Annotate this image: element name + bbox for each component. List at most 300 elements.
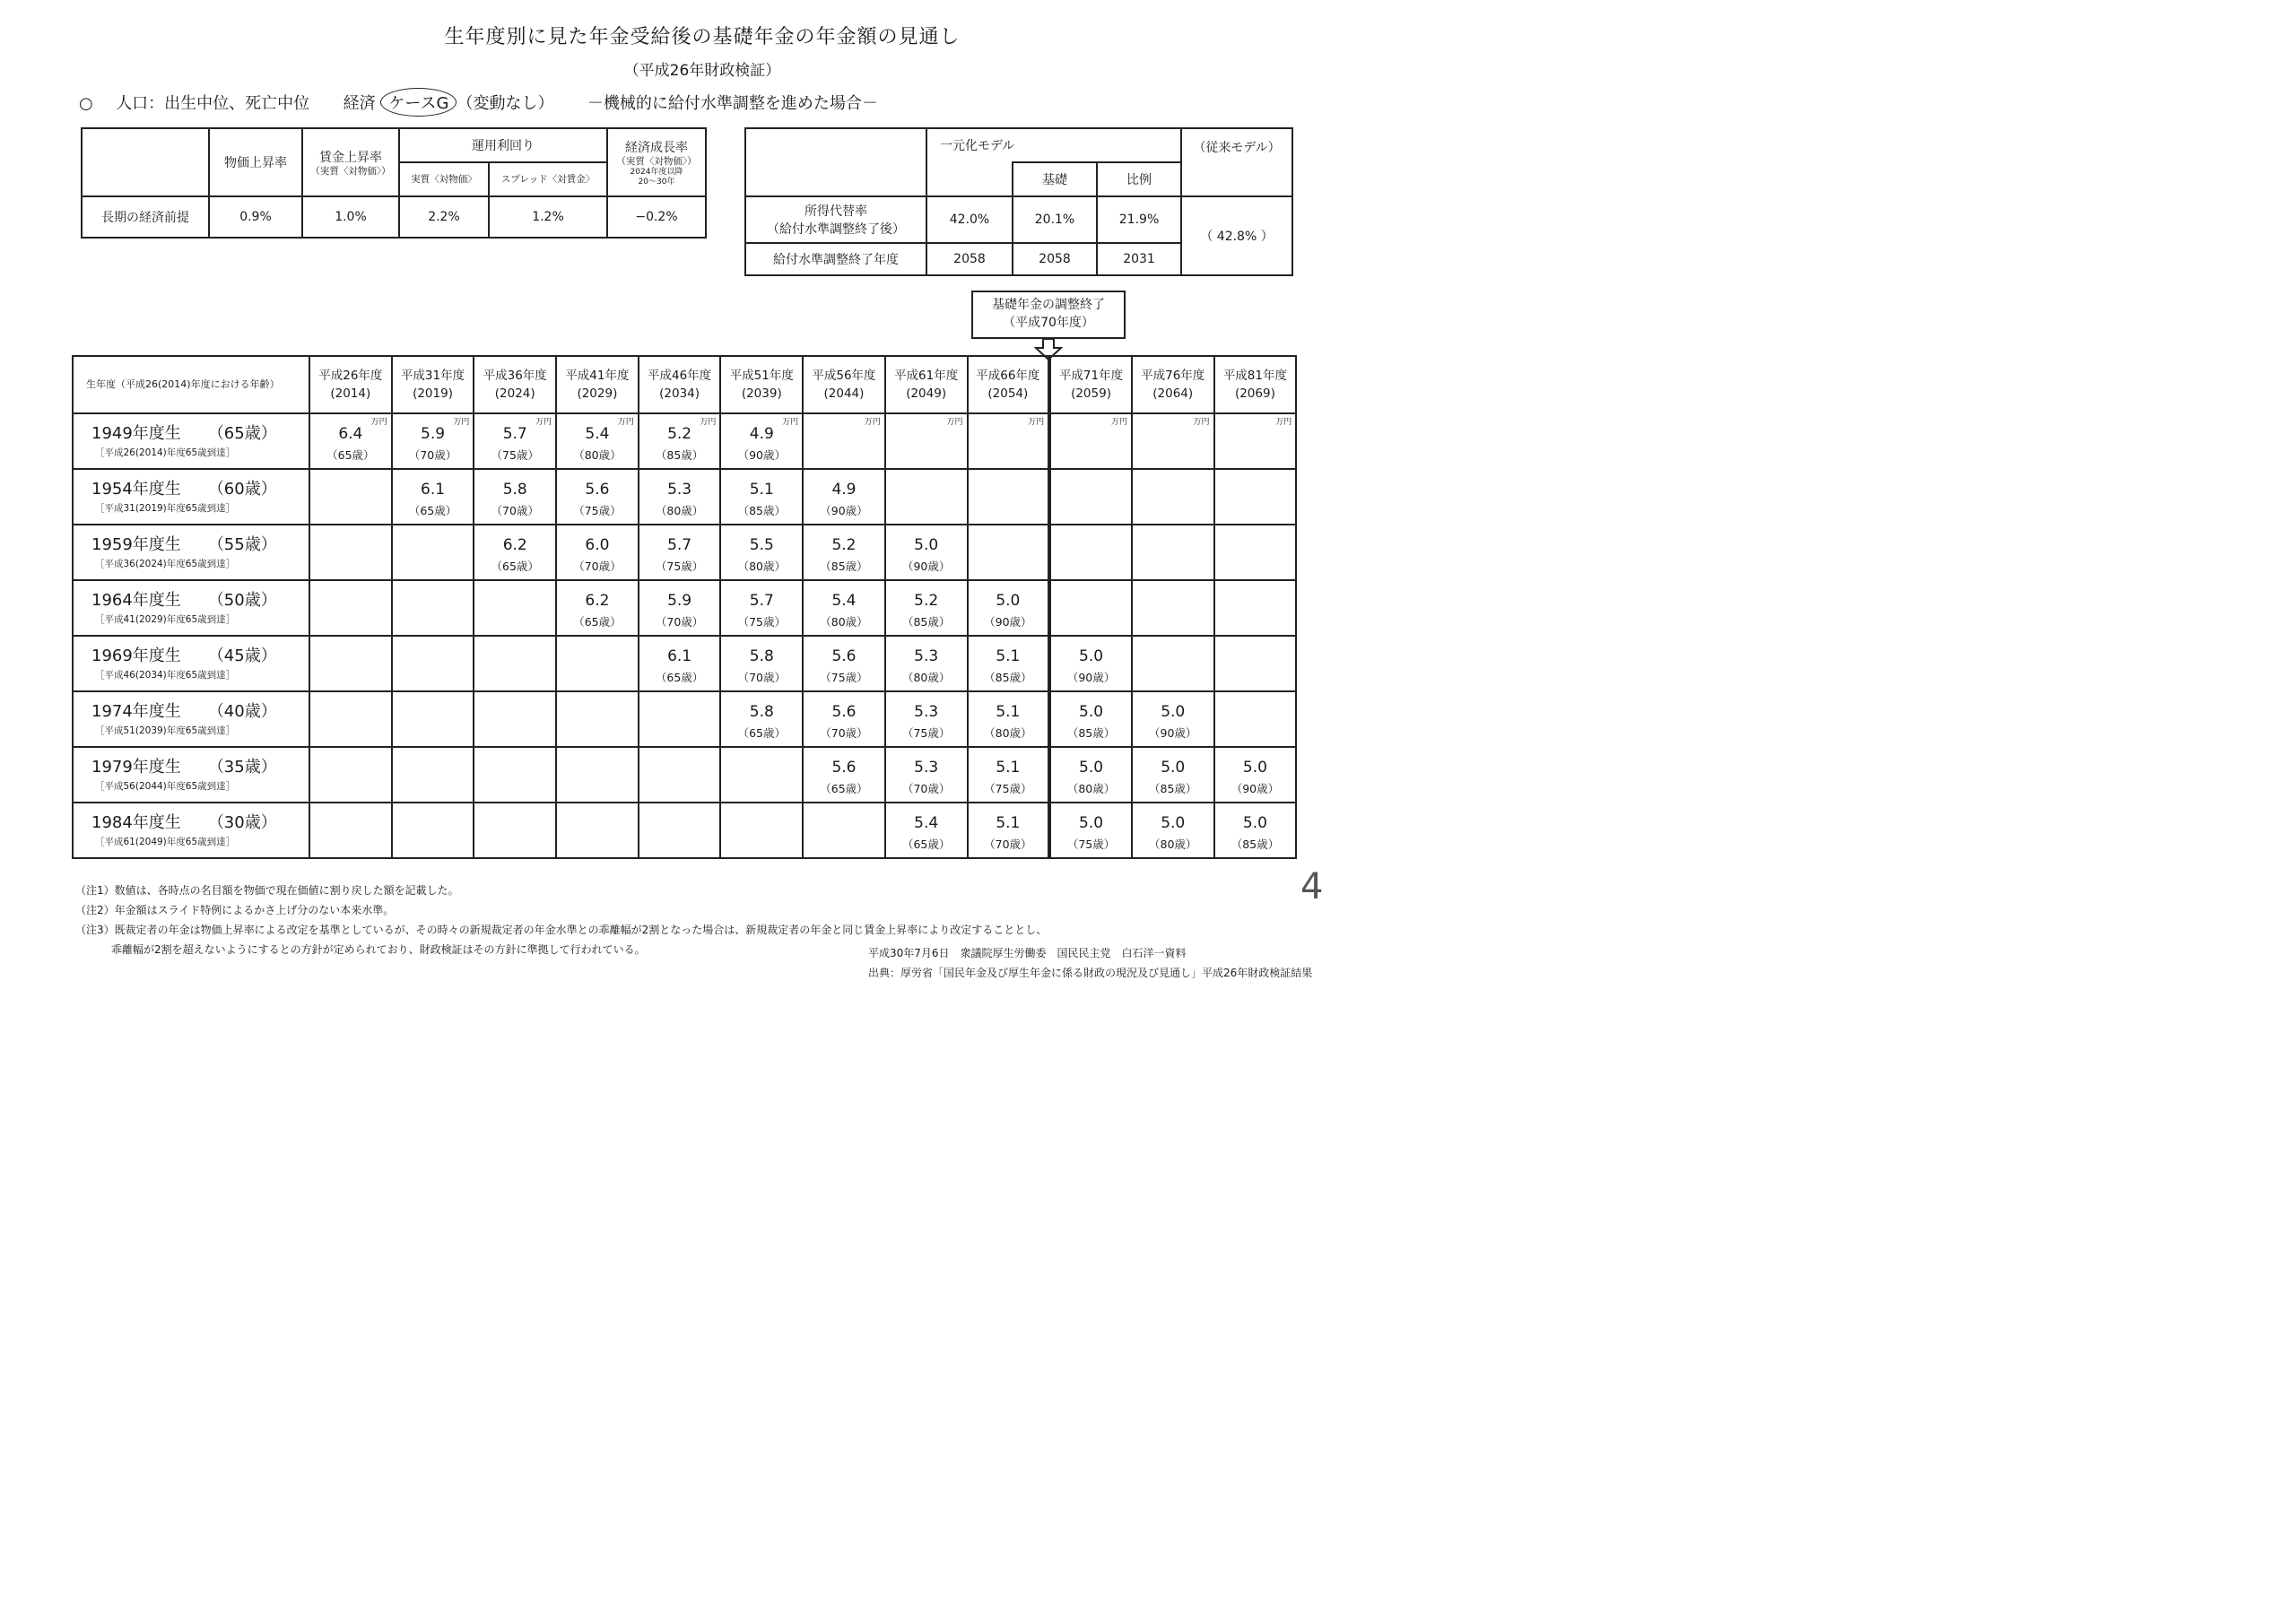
birth-year-line xyxy=(91,645,309,668)
year-header xyxy=(1049,356,1132,413)
projection-cell xyxy=(474,803,556,858)
recipient-age: （80歳） xyxy=(1149,838,1197,851)
pension-amount: 6.0 xyxy=(585,536,610,554)
projection-cell xyxy=(639,747,721,803)
recipient-age: （75歳） xyxy=(1066,838,1116,851)
projection-cell xyxy=(1049,525,1132,580)
projection-cell xyxy=(1214,525,1297,580)
recipient-age: （75歳） xyxy=(737,615,786,629)
projection-cell xyxy=(968,691,1050,747)
recipient-age: （70歳） xyxy=(901,782,951,795)
table-row xyxy=(73,469,1296,525)
value-spread: 1.2% xyxy=(489,196,607,238)
recipient-age: （65歳） xyxy=(737,726,786,740)
header-price-rate: 物価上昇率 xyxy=(209,128,302,196)
projection-cell xyxy=(474,636,556,691)
age-in-2014: （30歳） xyxy=(207,813,277,832)
pension-projection-table xyxy=(72,355,1297,859)
birth-year-cell xyxy=(73,747,309,803)
callout-line1: 基礎年金の調整終了 xyxy=(992,298,1105,312)
year-header-western: (2064) xyxy=(1152,386,1194,401)
pension-amount: 5.6 xyxy=(831,703,857,721)
table-row xyxy=(73,803,1296,858)
end-year-proportional: 2031 xyxy=(1097,243,1181,275)
projection-cell xyxy=(392,525,474,580)
recipient-age: （85歳） xyxy=(984,671,1032,684)
projection-cell xyxy=(803,636,885,691)
projection-cell xyxy=(885,636,968,691)
projection-cell xyxy=(1214,580,1297,636)
projection-cell xyxy=(556,747,639,803)
birth-year-cell xyxy=(73,803,309,858)
projection-cell xyxy=(885,747,968,803)
economic-assumptions-table xyxy=(81,127,707,239)
age65-reach-note: ［平成61(2049)年度65歳到達］ xyxy=(95,837,236,847)
projection-cell xyxy=(1049,413,1132,469)
table-corner-header: 生年度（平成26(2014)年度における年齢） xyxy=(73,356,309,413)
recipient-age: （70歳） xyxy=(737,671,786,684)
recipient-age: （80歳） xyxy=(655,504,704,517)
header-investment-yield: 運用利回り xyxy=(399,128,607,162)
projection-cell xyxy=(639,580,721,636)
projection-cell xyxy=(474,580,556,636)
pension-amount: 5.8 xyxy=(749,703,774,721)
projection-cell xyxy=(720,803,803,858)
projection-cell xyxy=(885,691,968,747)
projection-cell xyxy=(309,469,392,525)
header-wage-rate-label: 賃金上昇率 xyxy=(319,150,382,165)
recipient-age: （90歳） xyxy=(1231,782,1280,795)
pension-amount: 5.9 xyxy=(667,592,692,610)
replacement-label: 所得代替率 xyxy=(804,204,867,219)
recipient-age: （90歳） xyxy=(737,448,786,462)
birth-year-cell xyxy=(73,636,309,691)
unit-label: 万円 xyxy=(453,418,470,427)
value-wage-rate: 1.0% xyxy=(302,196,399,238)
pension-amount: 6.2 xyxy=(585,592,610,610)
age65-reach-note: ［平成36(2024)年度65歳到達］ xyxy=(95,559,236,569)
recipient-age: （80歳） xyxy=(1066,782,1116,795)
year-header-western: (2024) xyxy=(494,386,535,401)
projection-cell xyxy=(474,469,556,525)
recipient-age: （75歳） xyxy=(491,448,539,462)
pension-amount: 5.1 xyxy=(749,481,774,499)
pension-amount: 5.0 xyxy=(1079,703,1104,721)
recipient-age: （75歳） xyxy=(901,726,951,740)
projection-cell xyxy=(1049,580,1132,636)
table-row xyxy=(73,636,1296,691)
pension-amount: 5.8 xyxy=(749,647,774,665)
pension-amount: 5.5 xyxy=(749,536,774,554)
unified-blank xyxy=(926,162,1013,196)
header-conventional-model: （従来モデル） xyxy=(1181,128,1292,196)
age-in-2014: （35歳） xyxy=(207,758,277,777)
pension-amount: 5.0 xyxy=(1242,759,1267,777)
recipient-age: （65歳） xyxy=(820,782,868,795)
projection-cell xyxy=(720,469,803,525)
table-row xyxy=(73,413,1296,469)
projection-cell xyxy=(1214,691,1297,747)
condition-line xyxy=(79,88,878,117)
pension-amount: 5.0 xyxy=(1161,759,1186,777)
projection-cell xyxy=(639,803,721,858)
year-header xyxy=(556,356,639,413)
pension-amount: 5.1 xyxy=(996,703,1021,721)
adjustment-end-callout xyxy=(971,291,1126,339)
pension-amount: 4.9 xyxy=(749,425,774,443)
projection-cell xyxy=(556,580,639,636)
pension-amount: 5.0 xyxy=(996,592,1021,610)
header-real-yield: 実質〈対物価〉 xyxy=(399,162,489,196)
recipient-age: （85歳） xyxy=(1066,726,1116,740)
pension-amount: 6.1 xyxy=(421,481,446,499)
age65-reach-note: ［平成31(2019)年度65歳到達］ xyxy=(95,503,236,514)
unit-label: 万円 xyxy=(370,418,387,427)
recipient-age: （65歳） xyxy=(408,504,457,517)
recipient-age: （85歳） xyxy=(1231,838,1280,851)
recipient-age: （65歳） xyxy=(491,560,539,573)
replacement-unified: 42.0% xyxy=(926,196,1013,243)
econ-label: 経済 xyxy=(343,94,376,113)
unit-label: 万円 xyxy=(782,418,799,427)
projection-cell xyxy=(309,413,392,469)
recipient-age: （80歳） xyxy=(573,448,622,462)
unit-label: 万円 xyxy=(1193,418,1210,427)
header-growth-note2: 20～30年 xyxy=(638,177,675,187)
recipient-age: （70歳） xyxy=(984,838,1032,851)
projection-cell xyxy=(1049,747,1132,803)
unit-label: 万円 xyxy=(617,418,634,427)
unit-label: 万円 xyxy=(700,418,717,427)
projection-cell xyxy=(1132,580,1214,636)
projection-cell xyxy=(1132,803,1214,858)
recipient-age: （70歳） xyxy=(820,726,868,740)
projection-cell xyxy=(556,469,639,525)
unit-label: 万円 xyxy=(1110,418,1127,427)
projection-cell xyxy=(720,580,803,636)
recipient-age: （85歳） xyxy=(1149,782,1197,795)
pension-amount: 6.1 xyxy=(667,647,692,665)
pension-amount: 5.7 xyxy=(667,536,692,554)
projection-cell xyxy=(639,413,721,469)
projection-cell xyxy=(1214,413,1297,469)
projection-cell xyxy=(556,803,639,858)
year-header xyxy=(885,356,968,413)
projection-cell xyxy=(968,469,1050,525)
birth-year-label: 1984年度生 xyxy=(91,813,181,832)
replacement-sublabel: （給付水準調整終了後） xyxy=(767,222,905,237)
replacement-conventional: （ 42.8% ） xyxy=(1181,196,1292,275)
recipient-age: （90歳） xyxy=(1149,726,1197,740)
projection-cell xyxy=(803,469,885,525)
projection-cell xyxy=(309,636,392,691)
credit-line-2: 出典：厚労省「国民年金及び厚生年金に係る財政の現況及び見通し」平成26年財政検証結果 xyxy=(868,967,1313,979)
table-row xyxy=(73,747,1296,803)
note-2: （注2）年金額はスライド特例によるかさ上げ分のない本来水準。 xyxy=(75,904,395,916)
pension-amount: 5.9 xyxy=(421,425,446,443)
age-in-2014: （55歳） xyxy=(207,535,277,554)
value-price-rate: 0.9% xyxy=(209,196,302,238)
pension-amount: 5.2 xyxy=(667,425,692,443)
projection-cell xyxy=(1049,469,1132,525)
projection-cell xyxy=(309,691,392,747)
handwritten-page-mark: 4 xyxy=(1300,866,1324,907)
pension-amount: 5.0 xyxy=(1079,647,1104,665)
recipient-age: （75歳） xyxy=(820,671,868,684)
recipient-age: （70歳） xyxy=(491,504,539,517)
replacement-basic: 20.1% xyxy=(1013,196,1097,243)
projection-cell xyxy=(556,525,639,580)
projection-cell xyxy=(968,803,1050,858)
projection-cell xyxy=(1214,469,1297,525)
birth-year-label: 1979年度生 xyxy=(91,758,181,777)
pension-amount: 5.1 xyxy=(996,814,1021,832)
projection-cell xyxy=(639,691,721,747)
year-header xyxy=(803,356,885,413)
year-header-western: (2054) xyxy=(987,386,1029,401)
row-label-end-year: 給付水準調整終了年度 xyxy=(745,243,926,275)
header-proportional: 比例 xyxy=(1097,162,1181,196)
replacement-proportional: 21.9% xyxy=(1097,196,1181,243)
recipient-age: （65歳） xyxy=(573,615,622,629)
note-3b: 乖離幅が2割を超えないようにするとの方針が定められており、財政検証はその方針に準拠して行われている。 xyxy=(111,943,646,956)
unit-label: 万円 xyxy=(1275,418,1292,427)
year-header-western: (2014) xyxy=(330,386,371,401)
pension-amount: 5.4 xyxy=(831,592,857,610)
projection-cell xyxy=(885,803,968,858)
projection-cell xyxy=(885,469,968,525)
pension-amount: 5.7 xyxy=(502,425,527,443)
table-row xyxy=(73,580,1296,636)
projection-cell xyxy=(309,525,392,580)
year-header-western: (2034) xyxy=(659,386,700,401)
birth-year-cell xyxy=(73,691,309,747)
pension-amount: 5.2 xyxy=(831,536,857,554)
header-spread: スプレッド〈対賃金〉 xyxy=(489,162,607,196)
age-in-2014: （40歳） xyxy=(207,702,277,721)
projection-cell xyxy=(803,580,885,636)
recipient-age: （85歳） xyxy=(737,504,786,517)
header-growth-label: 経済成長率 xyxy=(625,140,688,155)
year-header xyxy=(392,356,474,413)
year-header xyxy=(720,356,803,413)
projection-cell xyxy=(392,747,474,803)
year-header-fiscal: 平成36年度 xyxy=(483,369,547,383)
age-in-2014: （60歳） xyxy=(207,480,277,499)
projection-cell xyxy=(309,580,392,636)
header-unified-model: 一元化モデル xyxy=(926,128,1181,162)
page-title: 生年度別に見た年金受給後の基礎年金の年金額の見通し xyxy=(444,26,961,48)
value-growth-rate: −0.2% xyxy=(607,196,706,238)
recipient-age: （90歳） xyxy=(1066,671,1116,684)
recipient-age: （65歳） xyxy=(655,671,704,684)
year-header-fiscal: 平成56年度 xyxy=(812,369,876,383)
projection-cell xyxy=(885,525,968,580)
pension-amount: 5.3 xyxy=(667,481,692,499)
pension-amount: 5.3 xyxy=(914,759,939,777)
recipient-age: （80歳） xyxy=(901,671,951,684)
projection-cell xyxy=(556,413,639,469)
birth-year-cell xyxy=(73,413,309,469)
pension-amount: 5.0 xyxy=(914,536,939,554)
projection-cell xyxy=(1049,636,1132,691)
projection-cell xyxy=(474,413,556,469)
year-header-fiscal: 平成41年度 xyxy=(565,369,630,383)
year-header-western: (2069) xyxy=(1234,386,1275,401)
projection-cell xyxy=(720,413,803,469)
population-assumption: 人口：出生中位、死亡中位 xyxy=(116,94,310,113)
age65-reach-note: ［平成26(2014)年度65歳到達］ xyxy=(95,447,236,458)
year-header-fiscal: 平成26年度 xyxy=(318,369,383,383)
projection-cell xyxy=(968,636,1050,691)
projection-cell xyxy=(1132,636,1214,691)
header-growth-sub: （実質〈対物価〉） xyxy=(616,155,697,167)
birth-year-label: 1959年度生 xyxy=(91,535,181,554)
age65-reach-note: ［平成51(2039)年度65歳到達］ xyxy=(95,725,236,736)
year-header-western: (2049) xyxy=(906,386,947,401)
pension-amount: 5.6 xyxy=(831,759,857,777)
projection-cell xyxy=(968,525,1050,580)
birth-year-line xyxy=(91,422,309,446)
recipient-age: （85歳） xyxy=(655,448,704,462)
birth-year-line xyxy=(91,589,309,612)
pension-amount: 5.7 xyxy=(749,592,774,610)
projection-cell xyxy=(803,747,885,803)
projection-cell xyxy=(639,525,721,580)
recipient-age: （75歳） xyxy=(984,782,1032,795)
birth-year-label: 1969年度生 xyxy=(91,647,181,665)
header-wage-rate-sub: （実質〈対物価〉） xyxy=(310,165,391,177)
age65-reach-note: ［平成56(2044)年度65歳到達］ xyxy=(95,781,236,792)
year-header-western: (2059) xyxy=(1071,386,1111,401)
pension-amount: 5.6 xyxy=(831,647,857,665)
recipient-age: （80歳） xyxy=(984,726,1032,740)
pension-amount: 6.4 xyxy=(338,425,363,443)
year-header-western: (2029) xyxy=(577,386,618,401)
year-header xyxy=(309,356,392,413)
page-subtitle: （平成26年財政検証） xyxy=(623,62,781,80)
year-header xyxy=(639,356,721,413)
case-g-circled: ケースG xyxy=(380,88,457,117)
projection-cell xyxy=(720,525,803,580)
pension-amount: 5.3 xyxy=(914,703,939,721)
projection-cell xyxy=(392,803,474,858)
age-in-2014: （50歳） xyxy=(207,591,277,610)
recipient-age: （75歳） xyxy=(573,504,622,517)
recipient-age: （70歳） xyxy=(408,448,457,462)
projection-cell xyxy=(720,636,803,691)
year-header-fiscal: 平成81年度 xyxy=(1222,369,1287,383)
recipient-age: （65歳） xyxy=(901,838,951,851)
birth-year-label: 1964年度生 xyxy=(91,591,181,610)
age65-reach-note: ［平成46(2034)年度65歳到達］ xyxy=(95,670,236,681)
year-header-fiscal: 平成51年度 xyxy=(729,369,794,383)
year-header-western: (2019) xyxy=(413,386,453,401)
year-header-fiscal: 平成71年度 xyxy=(1058,369,1124,383)
value-real-yield: 2.2% xyxy=(399,196,489,238)
birth-year-line xyxy=(91,478,309,501)
unit-label: 万円 xyxy=(1028,418,1045,427)
projection-cell xyxy=(1049,691,1132,747)
pension-amount: 5.0 xyxy=(1161,703,1186,721)
year-header-fiscal: 平成46年度 xyxy=(648,369,712,383)
projection-cell xyxy=(803,525,885,580)
birth-year-line xyxy=(91,756,309,779)
projection-cell xyxy=(639,469,721,525)
pension-amount: 5.0 xyxy=(1079,814,1104,832)
pension-amount: 5.3 xyxy=(914,647,939,665)
projection-cell xyxy=(1132,525,1214,580)
birth-year-line xyxy=(91,812,309,835)
header-growth-rate xyxy=(607,128,706,196)
pension-amount: 5.8 xyxy=(502,481,527,499)
pension-amount: 4.9 xyxy=(831,481,857,499)
birth-year-label: 1949年度生 xyxy=(91,424,181,443)
header-wage-rate xyxy=(302,128,399,196)
pension-amount: 5.0 xyxy=(1242,814,1267,832)
birth-year-label: 1954年度生 xyxy=(91,480,181,499)
recipient-age: （90歳） xyxy=(984,615,1032,629)
projection-cell xyxy=(968,580,1050,636)
pension-amount: 5.0 xyxy=(1161,814,1186,832)
pension-amount: 5.0 xyxy=(1079,759,1104,777)
projection-cell xyxy=(392,469,474,525)
pension-amount: 5.4 xyxy=(914,814,939,832)
pension-amount: 5.4 xyxy=(585,425,610,443)
projection-cell xyxy=(1132,469,1214,525)
assumptions-corner xyxy=(82,128,209,196)
projection-cell xyxy=(556,636,639,691)
projection-cell xyxy=(968,747,1050,803)
bullet-icon: ○ xyxy=(79,94,93,113)
unit-label: 万円 xyxy=(946,418,963,427)
birth-year-cell xyxy=(73,469,309,525)
year-header-fiscal: 平成66年度 xyxy=(976,369,1040,383)
projection-cell xyxy=(885,413,968,469)
year-header-fiscal: 平成31年度 xyxy=(400,369,465,383)
projection-cell xyxy=(474,525,556,580)
pension-amount: 5.1 xyxy=(996,759,1021,777)
age-in-2014: （65歳） xyxy=(207,424,277,443)
recipient-age: （90歳） xyxy=(901,560,951,573)
recipient-age: （85歳） xyxy=(820,560,868,573)
projection-cell xyxy=(1214,747,1297,803)
table-row xyxy=(73,525,1296,580)
end-year-unified: 2058 xyxy=(926,243,1013,275)
credit-line-1: 平成30年7月6日 衆議院厚生労働委 国民民主党 白石洋一資料 xyxy=(868,947,1187,959)
header-basic: 基礎 xyxy=(1013,162,1097,196)
model-corner xyxy=(745,128,926,196)
row-label-long-term: 長期の経済前提 xyxy=(82,196,209,238)
pension-amount: 6.2 xyxy=(502,536,527,554)
projection-cell xyxy=(392,580,474,636)
projection-cell xyxy=(1132,747,1214,803)
projection-cell xyxy=(803,413,885,469)
projection-cell xyxy=(720,691,803,747)
birth-year-cell xyxy=(73,525,309,580)
year-header-fiscal: 平成61年度 xyxy=(894,369,959,383)
projection-cell xyxy=(803,803,885,858)
end-year-basic: 2058 xyxy=(1013,243,1097,275)
projection-cell xyxy=(474,691,556,747)
projection-cell xyxy=(1214,636,1297,691)
projection-cell xyxy=(1049,803,1132,858)
projection-cell xyxy=(803,691,885,747)
projection-cell xyxy=(309,803,392,858)
birth-year-line xyxy=(91,700,309,724)
unit-label: 万円 xyxy=(535,418,552,427)
recipient-age: （90歳） xyxy=(820,504,868,517)
